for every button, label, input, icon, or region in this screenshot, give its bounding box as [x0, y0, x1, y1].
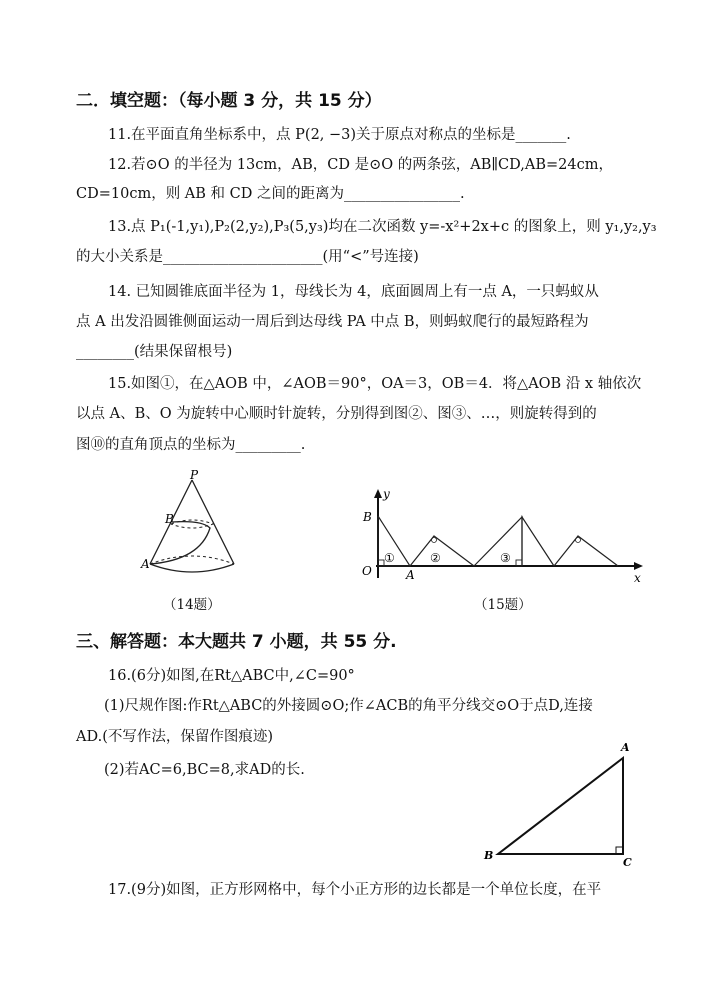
label-fig-3: ③	[500, 551, 511, 565]
triangle-3	[474, 517, 522, 566]
triangle-2	[410, 536, 474, 566]
q14-line2: 点 A 出发沿圆锥侧面运动一周后到达母线 PA 中点 B，则蚂蚁爬行的最短路程为	[76, 314, 589, 330]
q12-line2: CD=10cm，则 AB 和 CD 之间的距离为________________.	[76, 186, 465, 202]
tri-label-c: C	[623, 856, 632, 868]
cone-label-b: B	[165, 512, 174, 526]
q14-line3: ________(结果保留根号)	[76, 344, 233, 360]
cone-right-edge	[192, 480, 234, 564]
label-fig-1: ①	[384, 551, 395, 565]
q13-line1: 13.点 P₁(-1,y₁),P₂(2,y₂),P₃(5,y₃)均在二次函数 y=-x²+2x+c 的图象上，则 y₁,y₂,y₃	[108, 219, 657, 235]
angle-mark-2	[432, 538, 437, 543]
cone-label-a: A	[141, 557, 150, 571]
triangle-abc	[498, 758, 623, 854]
section-2-heading: 二．填空题：（每小题 3 分，共 15 分）	[76, 91, 382, 111]
cone-base-front	[150, 564, 234, 572]
q12-line1: 12.若⊙O 的半径为 13cm，AB，CD 是⊙O 的两条弦，AB∥CD,AB=24cm，	[108, 157, 613, 173]
label-b: B	[363, 510, 372, 524]
label-x: x	[634, 571, 641, 585]
q14-figure-caption: （14题）	[163, 597, 221, 613]
q16-line1: 16.(6分)如图,在Rt△ABC中,∠C=90°	[108, 668, 355, 684]
triangle-5	[554, 536, 618, 566]
tri-label-b: B	[484, 849, 494, 862]
cone-figure	[130, 468, 260, 593]
y-axis-arrow	[374, 489, 382, 498]
q13-line2: 的大小关系是______________________(用“<”号连接)	[76, 249, 419, 265]
right-triangle-figure	[480, 738, 640, 868]
q16-line4: (2)若AC=6,BC=8,求AD的长.	[104, 762, 305, 778]
q11-line1: 11.在平面直角坐标系中，点 P(2, −3)关于原点对称点的坐标是_______.	[108, 127, 571, 143]
q14-line1: 14. 已知圆锥底面半径为 1，母线长为 4，底面圆周上有一点 A，一只蚂蚁从	[108, 284, 599, 300]
label-o: O	[362, 564, 372, 578]
right-angle-c	[616, 847, 623, 854]
label-y: y	[383, 487, 390, 501]
q17-line1: 17.(9分)如图，正方形网格中，每个小正方形的边长都是一个单位长度，在平	[108, 882, 602, 898]
rotation-figure	[356, 486, 648, 586]
q15-line3: 图⑩的直角顶点的坐标为_________.	[76, 437, 306, 453]
q15-line1: 15.如图①，在△AOB 中，∠AOB＝90°，OA＝3，OB＝4．将△AOB 沿 x 轴依次	[108, 376, 642, 392]
ant-path	[150, 522, 210, 564]
q15-line2: 以点 A、B、O 为旋转中心顺时针旋转，分别得到图②、图③、…，则旋转得到的	[76, 406, 597, 422]
angle-mark-4	[576, 538, 581, 543]
label-a: A	[406, 568, 415, 582]
cone-label-p: P	[190, 468, 199, 482]
tri-label-a: A	[621, 741, 630, 754]
section-3-heading: 三、解答题：本大题共 7 小题，共 55 分.	[76, 632, 397, 652]
q15-figure-caption: （15题）	[474, 597, 532, 613]
q16-line3: AD.(不写作法，保留作图痕迹)	[76, 729, 274, 745]
q16-line2: (1)尺规作图:作Rt△ABC的外接圆⊙O;作∠ACB的角平分线交⊙O于点D,连接	[104, 698, 593, 714]
x-axis-arrow	[634, 562, 643, 570]
triangle-4	[522, 517, 554, 566]
label-fig-2: ②	[430, 551, 441, 565]
